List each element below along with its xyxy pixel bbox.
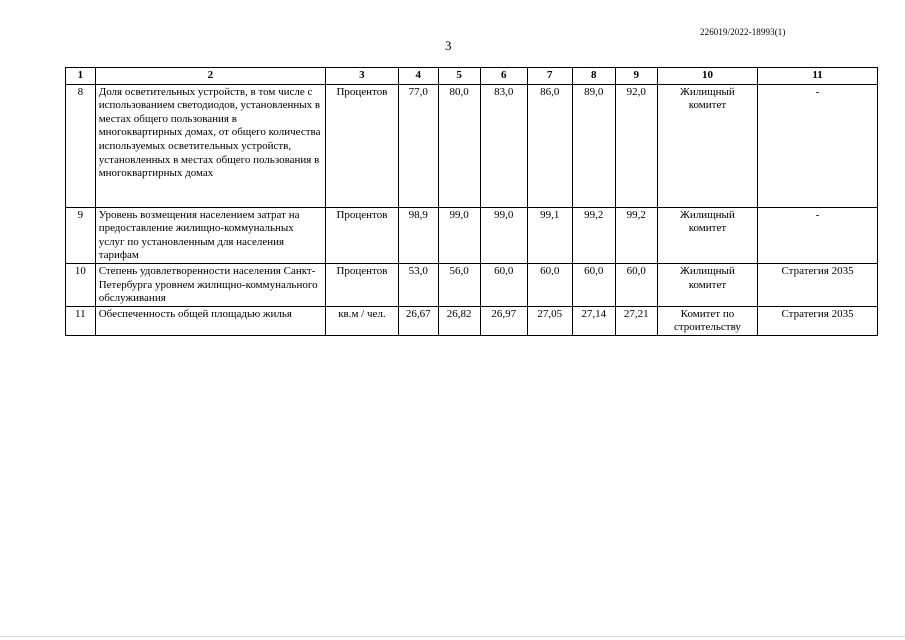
column-header: 1 <box>66 68 96 85</box>
column-header: 4 <box>398 68 438 85</box>
indicator-value: 60,0 <box>527 263 572 306</box>
table-row <box>66 263 878 306</box>
unit-of-measure: Процентов <box>326 263 399 306</box>
indicator-name: Доля осветительных устройств, в том числе с использованием светодиодов, установленных в местах общего пользования в многоквартирных домах, от общего количества используемых осветительных устройств, установленных в местах общего пользования в многоквартирных домах <box>95 84 325 207</box>
indicator-value: 27,21 <box>615 306 657 335</box>
column-header: 2 <box>95 68 325 85</box>
column-header: 9 <box>615 68 657 85</box>
indicator-name: Уровень возмещения населением затрат на предоставление жилищно-коммунальных услуг по установленным для населения тарифам <box>95 207 325 263</box>
table-header-row <box>66 68 878 85</box>
indicator-value: 26,97 <box>480 306 527 335</box>
indicator-value: 60,0 <box>615 263 657 306</box>
column-header: 8 <box>572 68 615 85</box>
table-row <box>66 207 878 263</box>
scan-edge-line <box>0 636 905 637</box>
source-document: - <box>758 207 878 263</box>
responsible-body: Жилищный комитет <box>657 84 757 207</box>
source-document: - <box>758 84 878 207</box>
responsible-body: Жилищный комитет <box>657 207 757 263</box>
row-number: 11 <box>66 306 96 335</box>
unit-of-measure: Процентов <box>326 207 399 263</box>
source-document: Стратегия 2035 <box>758 263 878 306</box>
source-document: Стратегия 2035 <box>758 306 878 335</box>
row-number: 9 <box>66 207 96 263</box>
table-row <box>66 84 878 207</box>
unit-of-measure: Процентов <box>326 84 399 207</box>
unit-of-measure: кв.м / чел. <box>326 306 399 335</box>
indicator-value: 26,67 <box>398 306 438 335</box>
column-header: 6 <box>480 68 527 85</box>
indicator-value: 56,0 <box>438 263 480 306</box>
indicator-value: 27,14 <box>572 306 615 335</box>
indicator-value: 99,0 <box>480 207 527 263</box>
indicator-name: Степень удовлетворенности населения Санкт-Петербурга уровнем жилищно-коммунального обслуживания <box>95 263 325 306</box>
column-header: 11 <box>758 68 878 85</box>
responsible-body: Комитет по строительству <box>657 306 757 335</box>
indicators-table <box>65 67 878 336</box>
indicator-value: 98,9 <box>398 207 438 263</box>
indicator-value: 83,0 <box>480 84 527 207</box>
indicator-value: 60,0 <box>572 263 615 306</box>
indicator-value: 27,05 <box>527 306 572 335</box>
indicator-value: 53,0 <box>398 263 438 306</box>
indicator-value: 99,1 <box>527 207 572 263</box>
row-number: 8 <box>66 84 96 207</box>
indicator-value: 60,0 <box>480 263 527 306</box>
indicator-value: 80,0 <box>438 84 480 207</box>
indicator-value: 89,0 <box>572 84 615 207</box>
responsible-body: Жилищный комитет <box>657 263 757 306</box>
column-header: 7 <box>527 68 572 85</box>
indicator-value: 99,0 <box>438 207 480 263</box>
page-number: 3 <box>445 38 452 53</box>
document-registration-number: 226019/2022-18993(1) <box>700 27 786 37</box>
indicator-value: 99,2 <box>572 207 615 263</box>
column-header: 5 <box>438 68 480 85</box>
row-number: 10 <box>66 263 96 306</box>
column-header: 10 <box>657 68 757 85</box>
indicator-value: 99,2 <box>615 207 657 263</box>
indicator-value: 92,0 <box>615 84 657 207</box>
indicator-name: Обеспеченность общей площадью жилья <box>95 306 325 335</box>
column-header: 3 <box>326 68 399 85</box>
table-row <box>66 306 878 335</box>
indicator-value: 77,0 <box>398 84 438 207</box>
indicator-value: 86,0 <box>527 84 572 207</box>
indicator-value: 26,82 <box>438 306 480 335</box>
